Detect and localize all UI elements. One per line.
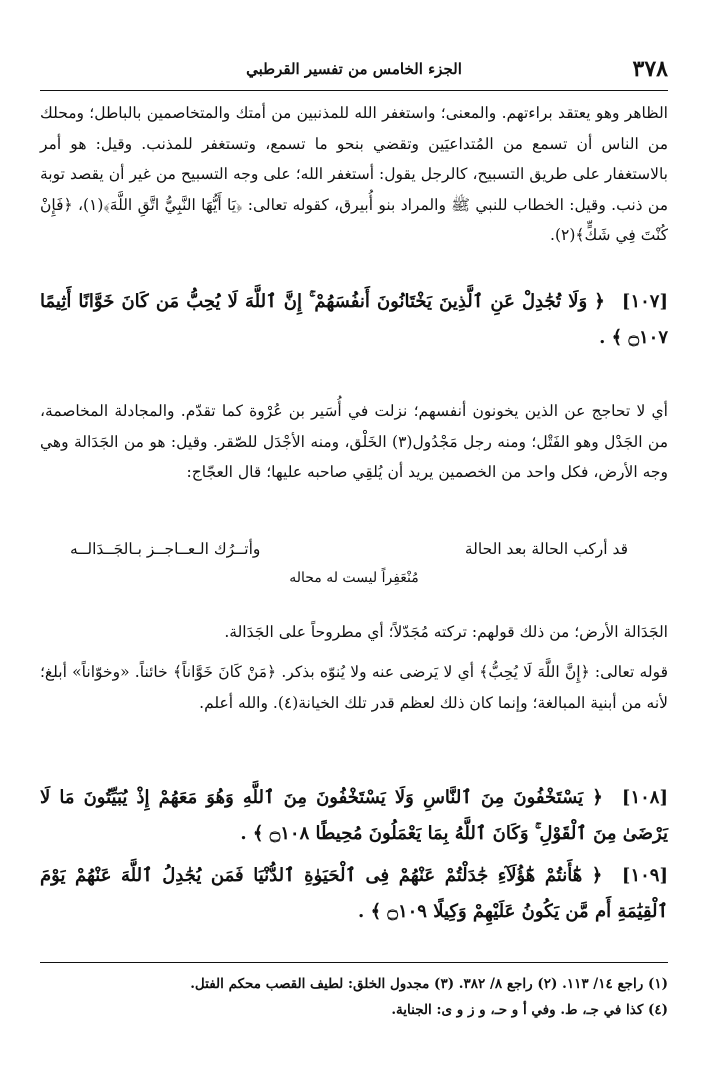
poem-right-hemistich: قد أركب الحالة بعد الحالة <box>464 540 628 558</box>
verse-108 <box>40 780 668 852</box>
footnote-line-1: (١) راجع ١٤/ ١١٣. (٢) راجع ٨/ ٣٨٢. (٣) مجدول الخلق: لطيف القصب محكم الفتل. <box>190 976 668 992</box>
verse-number: [١٠٩] <box>621 865 668 886</box>
page-number: ٣٧٨ <box>632 56 668 82</box>
footnote-line-2: (٤) كذا في جـ، ط. وفي أ و حـ، و ز و ى: الجناية. <box>391 1002 668 1018</box>
verse-107 <box>40 284 668 356</box>
paragraph-commentary-4: قوله تعالى: ﴿إِنَّ اللَّهَ لَا يُحِبُّ﴾ أي لا يَرضى عنه ولا يُنوّه بذكر. ﴿مَنْ كَانَ خَوَّاناً﴾ خائناً. «وخوّاناً» أبلغ؛ لأنه من أبنية المبالغة؛ وإنما كان ذلك لعظم قدر تلك الخيانة(٤). والله أعلم. <box>40 663 668 712</box>
footnote-divider <box>40 962 668 963</box>
paragraph-commentary-2: أي لا تحاجج عن الذين يخونون أنفسهم؛ نزلت في أُسَير بن عُرْوة كما تقدّم. والمجادلة المخاصمة، من الجَدْل وهو الفَتْل؛ ومنه رجل مَجْدُول(٣) الخَلْق، ومنه الأجْدَل للصّقر. وقيل: هو من الجَدَالة وهي وجه الأرض، فكل واحد من الخصمين يريد أن يُلقِي صاحبه عليها؛ قال العجّاج: <box>40 402 669 481</box>
header-divider <box>40 90 668 91</box>
verse-number: [١٠٧] <box>621 291 668 312</box>
verse-109 <box>40 858 668 930</box>
verse-number: [١٠٨] <box>621 787 668 808</box>
running-title: الجزء الخامس من تفسير القرطبي <box>246 60 462 78</box>
poem-subline: مُنْعَفِراً ليست له محاله <box>289 570 419 586</box>
paragraph-commentary-3: الجَدَالة الأرض؛ من ذلك قولهم: تركته مُجَدّلاً؛ أي مطروحاً على الجَدَالة. <box>224 623 668 641</box>
verse-text: ﴿ هَٰٓأَنتُمْ هَٰٓؤُلَآءِ جَٰدَلْتُمْ عَنْهُمْ فِى ٱلْحَيَوٰةِ ٱلدُّنْيَا فَمَن يُجَٰدِلُ ٱللَّهَ عَنْهُمْ يَوْمَ ٱلْقِيَٰمَةِ أَم مَّن يَكُونُ عَلَيْهِمْ وَكِيلًا ۝١٠٩ ﴾ . <box>40 865 668 922</box>
poem-left-hemistich: وأتــرُك الـعــاجــز بـالجَــدَالــه <box>70 540 261 558</box>
verse-text: ﴿ يَسْتَخْفُونَ مِنَ ٱلنَّاسِ وَلَا يَسْتَخْفُونَ مِنَ ٱللَّهِ وَهُوَ مَعَهُمْ إِذْ يُبَيِّتُونَ مَا لَا يَرْضَىٰ مِنَ ٱلْقَوْلِ ۚ وَكَانَ ٱللَّهُ بِمَا يَعْمَلُونَ مُحِيطًا ۝١٠٨ ﴾ . <box>40 787 668 844</box>
poem-verse <box>40 540 668 600</box>
verse-text: ﴿ وَلَا تُجَٰدِلْ عَنِ ٱلَّذِينَ يَخْتَانُونَ أَنفُسَهُمْ ۚ إِنَّ ٱللَّهَ لَا يُحِبُّ مَن كَانَ خَوَّانًا أَثِيمًا ۝١٠٧ ﴾ . <box>40 291 668 348</box>
page-header <box>40 56 668 86</box>
paragraph-commentary-1: الظاهر وهو يعتقد براءتهم. والمعنى؛ واستغفر الله للمذنبين من أمتك والمتخاصمين بالباطل؛ ومحلك من الناس أن تسمع من المُتداعيَين وتقضي بنحو ما تسمع، وتستغفر للمذنب. وقيل: هو أمر بالاستغفار على طريق التسبيح، كالرجل يقول: أستغفر الله؛ على وجه التسبيح من غير أن يقصد توبة من ذنب. وقيل: الخطاب للنبي ﷺ والمراد بنو أُبيرق، كقوله تعالى: ﴿يَا أَيُّهَا النَّبِيُّ اتَّقِ اللَّهَ﴾(١)، ﴿فَإِنْ كُنْتَ فِي شَكٍّ﴾(٢). <box>40 104 668 244</box>
